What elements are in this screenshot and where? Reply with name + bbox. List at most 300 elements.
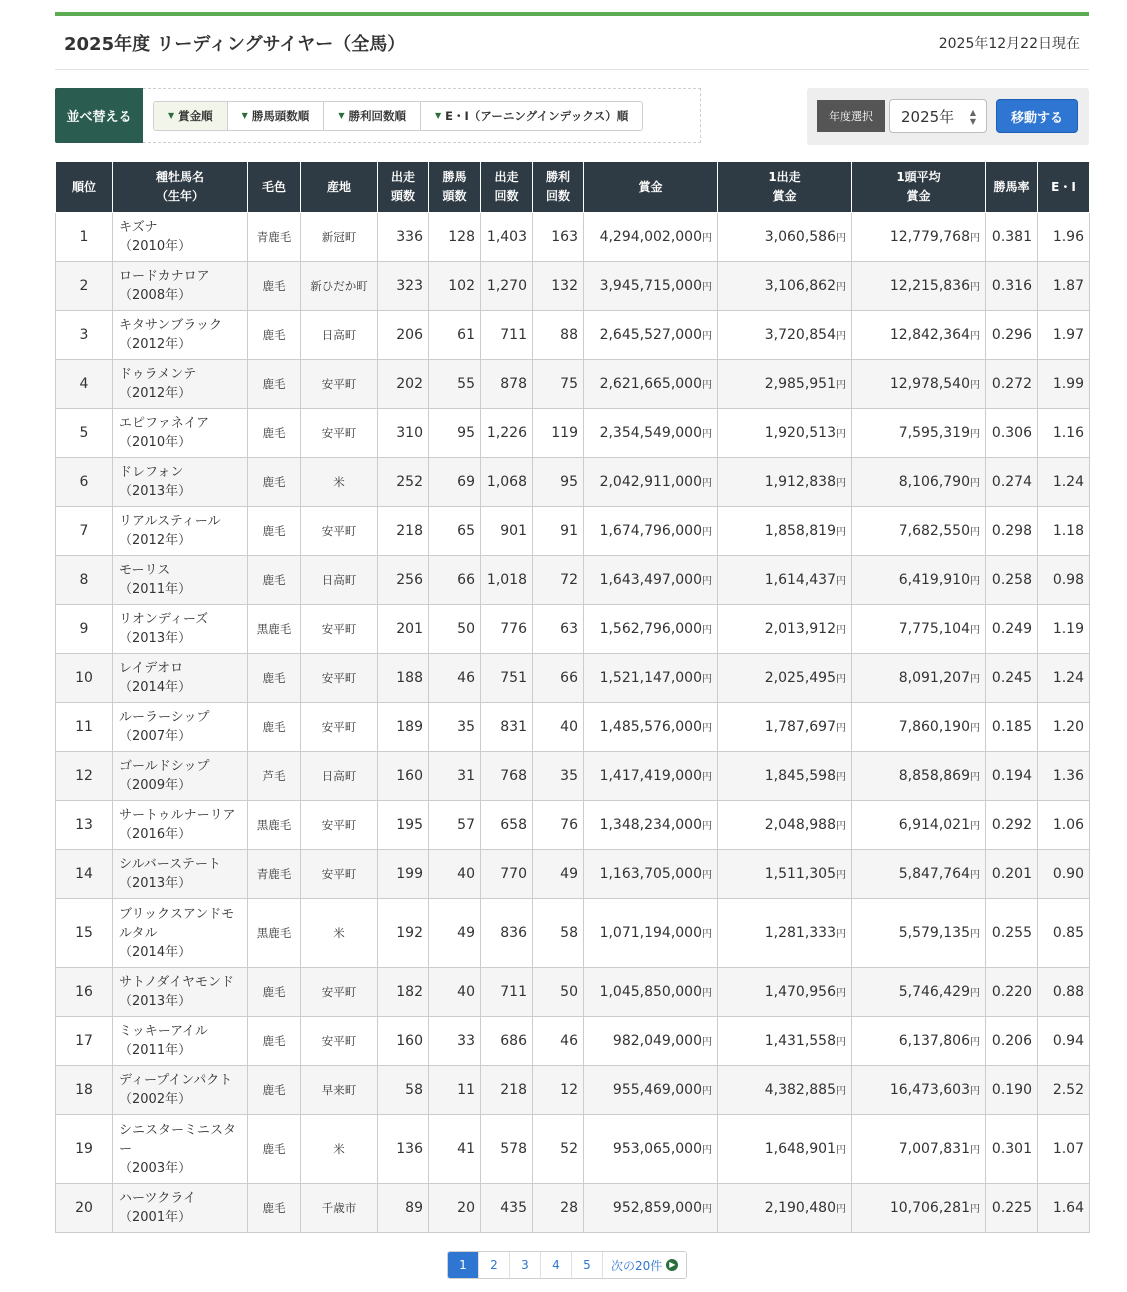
starts-cell: 1,270 <box>481 262 533 311</box>
page-1-link[interactable]: 1 <box>448 1252 479 1278</box>
starters-cell: 160 <box>378 752 429 801</box>
coat-color-cell: 鹿毛 <box>248 1184 301 1233</box>
sire-name: ドゥラメンテ <box>119 367 197 382</box>
amount: 3,720,854 <box>764 327 836 343</box>
amount: 7,860,190 <box>898 719 970 735</box>
amount: 8,858,869 <box>898 768 970 784</box>
origin-cell: 日高町 <box>301 752 378 801</box>
wins-cell: 88 <box>533 311 584 360</box>
sire-name: シルバーステート <box>119 857 221 872</box>
amount: 1,674,796,000 <box>599 523 702 539</box>
sire-name-cell <box>113 968 248 1017</box>
amount: 5,579,135 <box>898 925 970 941</box>
column-header: 賞金 <box>584 162 718 213</box>
amount: 7,682,550 <box>898 523 970 539</box>
yen-unit: 円 <box>836 870 846 881</box>
prize-cell <box>584 556 718 605</box>
sort-option-3[interactable] <box>324 102 421 130</box>
per-head-cell <box>852 262 986 311</box>
table-row <box>56 1017 1090 1066</box>
table-row <box>56 311 1090 360</box>
yen-unit: 円 <box>970 1086 980 1097</box>
yen-unit: 円 <box>702 723 712 734</box>
yen-unit: 円 <box>836 576 846 587</box>
yen-unit: 円 <box>970 282 980 293</box>
coat-color-cell: 鹿毛 <box>248 409 301 458</box>
yen-unit: 円 <box>702 233 712 244</box>
winners-cell: 31 <box>429 752 481 801</box>
amount: 1,643,497,000 <box>599 572 702 588</box>
amount: 4,382,885 <box>764 1082 836 1098</box>
column-header: 勝馬率 <box>986 162 1038 213</box>
coat-color-cell: 鹿毛 <box>248 458 301 507</box>
per-start-cell <box>718 899 852 968</box>
amount: 1,614,437 <box>764 572 836 588</box>
yen-unit: 円 <box>836 1037 846 1048</box>
yen-unit: 円 <box>970 821 980 832</box>
per-head-cell <box>852 213 986 262</box>
per-head-cell <box>852 458 986 507</box>
origin-cell: 安平町 <box>301 968 378 1017</box>
earning-index-cell: 1.19 <box>1038 605 1090 654</box>
earning-index-cell: 1.06 <box>1038 801 1090 850</box>
amount: 1,470,956 <box>764 984 836 1000</box>
winners-cell: 69 <box>429 458 481 507</box>
winners-cell: 11 <box>429 1066 481 1115</box>
starts-cell: 218 <box>481 1066 533 1115</box>
per-head-cell <box>852 752 986 801</box>
select-arrows-icon: ▲ ▼ <box>969 108 976 126</box>
starters-cell: 182 <box>378 968 429 1017</box>
per-head-cell <box>852 1017 986 1066</box>
rank-cell: 7 <box>56 507 113 556</box>
sire-birth-year: （2013年） <box>119 876 192 891</box>
sire-name-cell <box>113 507 248 556</box>
earning-index-cell: 0.98 <box>1038 556 1090 605</box>
page-3-link[interactable]: 3 <box>510 1252 541 1278</box>
sort-option-label: 勝馬頭数順 <box>251 108 310 123</box>
earning-index-cell: 0.90 <box>1038 850 1090 899</box>
coat-color-cell: 黒鹿毛 <box>248 801 301 850</box>
coat-color-cell: 鹿毛 <box>248 1115 301 1184</box>
amount: 2,190,480 <box>764 1200 836 1216</box>
amount: 7,007,831 <box>898 1141 970 1157</box>
as-of-date: 2025年12月22日現在 <box>938 35 1080 52</box>
win-rate-cell: 0.292 <box>986 801 1038 850</box>
origin-cell: 米 <box>301 899 378 968</box>
origin-cell: 安平町 <box>301 605 378 654</box>
win-rate-cell: 0.298 <box>986 507 1038 556</box>
coat-color-cell: 鹿毛 <box>248 507 301 556</box>
yen-unit: 円 <box>702 821 712 832</box>
move-button[interactable]: 移動する <box>996 99 1078 133</box>
wins-cell: 12 <box>533 1066 584 1115</box>
amount: 10,706,281 <box>889 1200 970 1216</box>
sire-name: ブリックスアンドモルタル <box>119 906 235 941</box>
yen-unit: 円 <box>702 1037 712 1048</box>
prize-cell <box>584 654 718 703</box>
per-start-cell <box>718 968 852 1017</box>
earning-index-cell: 0.94 <box>1038 1017 1090 1066</box>
starts-cell: 901 <box>481 507 533 556</box>
sire-birth-year: （2013年） <box>119 631 192 646</box>
yen-unit: 円 <box>702 772 712 783</box>
sire-birth-year: （2014年） <box>119 944 192 960</box>
page-5-link[interactable]: 5 <box>572 1252 603 1278</box>
yen-unit: 円 <box>970 772 980 783</box>
prize-cell <box>584 458 718 507</box>
win-rate-cell: 0.201 <box>986 850 1038 899</box>
per-start-cell <box>718 1184 852 1233</box>
year-select[interactable] <box>889 99 987 133</box>
winners-cell: 33 <box>429 1017 481 1066</box>
caret-down-icon: ▼ <box>434 111 442 120</box>
sire-name: モーリス <box>119 563 171 578</box>
yen-unit: 円 <box>836 233 846 244</box>
wins-cell: 132 <box>533 262 584 311</box>
sire-birth-year: （2011年） <box>119 582 192 597</box>
rank-cell: 14 <box>56 850 113 899</box>
yen-unit: 円 <box>970 380 980 391</box>
starters-cell: 201 <box>378 605 429 654</box>
winners-cell: 128 <box>429 213 481 262</box>
yen-unit: 円 <box>702 1145 712 1156</box>
sire-name-cell <box>113 262 248 311</box>
yen-unit: 円 <box>702 929 712 940</box>
sire-name: ルーラーシップ <box>119 710 210 725</box>
prize-cell <box>584 213 718 262</box>
origin-cell: 日高町 <box>301 311 378 360</box>
yen-unit: 円 <box>836 821 846 832</box>
amount: 8,106,790 <box>898 474 970 490</box>
amount: 1,912,838 <box>764 474 836 490</box>
amount: 12,215,836 <box>889 278 970 294</box>
yen-unit: 円 <box>702 527 712 538</box>
sire-birth-year: （2012年） <box>119 386 192 401</box>
starters-cell: 136 <box>378 1115 429 1184</box>
wins-cell: 163 <box>533 213 584 262</box>
sire-name-cell <box>113 409 248 458</box>
yen-unit: 円 <box>836 429 846 440</box>
next-page-label: 次の20件 <box>611 1258 663 1273</box>
wins-cell: 50 <box>533 968 584 1017</box>
sire-name-cell <box>113 458 248 507</box>
prize-cell <box>584 968 718 1017</box>
win-rate-cell: 0.272 <box>986 360 1038 409</box>
win-rate-cell: 0.316 <box>986 262 1038 311</box>
per-start-cell <box>718 703 852 752</box>
per-head-cell <box>852 556 986 605</box>
sire-birth-year: （2012年） <box>119 337 192 352</box>
starts-cell: 1,018 <box>481 556 533 605</box>
amount: 1,071,194,000 <box>599 925 702 941</box>
yen-unit: 円 <box>970 723 980 734</box>
yen-unit: 円 <box>836 929 846 940</box>
prize-cell <box>584 850 718 899</box>
prize-cell <box>584 311 718 360</box>
yen-unit: 円 <box>970 1204 980 1215</box>
prize-cell <box>584 801 718 850</box>
rank-cell: 11 <box>56 703 113 752</box>
coat-color-cell: 鹿毛 <box>248 654 301 703</box>
winners-cell: 66 <box>429 556 481 605</box>
column-header: 出走 頭数 <box>378 162 429 213</box>
sire-name-cell <box>113 801 248 850</box>
starters-cell: 252 <box>378 458 429 507</box>
amount: 1,431,558 <box>764 1033 836 1049</box>
amount: 7,595,319 <box>898 425 970 441</box>
column-header: E・I <box>1038 162 1090 213</box>
year-select-value: 2025年 <box>901 107 955 126</box>
yen-unit: 円 <box>702 988 712 999</box>
earning-index-cell: 0.88 <box>1038 968 1090 1017</box>
prize-cell <box>584 899 718 968</box>
origin-cell: 新ひだか町 <box>301 262 378 311</box>
yen-unit: 円 <box>702 576 712 587</box>
yen-unit: 円 <box>836 723 846 734</box>
sire-name-cell <box>113 752 248 801</box>
sire-birth-year: （2009年） <box>119 778 192 793</box>
sire-name-cell <box>113 850 248 899</box>
yen-unit: 円 <box>970 576 980 587</box>
starts-cell: 711 <box>481 968 533 1017</box>
sire-name: ドレフォン <box>119 465 184 480</box>
per-start-cell <box>718 213 852 262</box>
origin-cell: 安平町 <box>301 409 378 458</box>
rank-cell: 6 <box>56 458 113 507</box>
per-head-cell <box>852 360 986 409</box>
winners-cell: 46 <box>429 654 481 703</box>
amount: 1,348,234,000 <box>599 817 702 833</box>
earning-index-cell: 1.18 <box>1038 507 1090 556</box>
next-page-link[interactable] <box>603 1252 686 1278</box>
sort-option-label: 勝利回数順 <box>348 108 406 123</box>
prize-cell <box>584 409 718 458</box>
sire-name: ロードカナロア <box>119 269 210 284</box>
per-head-cell <box>852 409 986 458</box>
per-start-cell <box>718 556 852 605</box>
yen-unit: 円 <box>970 527 980 538</box>
amount: 12,978,540 <box>889 376 970 392</box>
yen-unit: 円 <box>970 870 980 881</box>
yen-unit: 円 <box>702 674 712 685</box>
earning-index-cell: 2.52 <box>1038 1066 1090 1115</box>
pagination <box>447 1251 687 1279</box>
starts-cell: 831 <box>481 703 533 752</box>
sire-name-cell <box>113 1066 248 1115</box>
table-row <box>56 213 1090 262</box>
origin-cell: 米 <box>301 1115 378 1184</box>
starts-cell: 770 <box>481 850 533 899</box>
table-row <box>56 262 1090 311</box>
rank-cell: 3 <box>56 311 113 360</box>
sire-birth-year: （2008年） <box>119 288 192 303</box>
coat-color-cell: 鹿毛 <box>248 1066 301 1115</box>
yen-unit: 円 <box>970 1145 980 1156</box>
caret-down-icon: ▼ <box>168 111 175 120</box>
starters-cell: 189 <box>378 703 429 752</box>
wins-cell: 75 <box>533 360 584 409</box>
table-row <box>56 899 1090 968</box>
winners-cell: 102 <box>429 262 481 311</box>
origin-cell: 米 <box>301 458 378 507</box>
prize-cell <box>584 1017 718 1066</box>
origin-cell: 千歳市 <box>301 1184 378 1233</box>
starts-cell: 711 <box>481 311 533 360</box>
wins-cell: 91 <box>533 507 584 556</box>
starters-cell: 199 <box>378 850 429 899</box>
sire-name-cell <box>113 703 248 752</box>
sire-name: サートゥルナーリア <box>119 808 236 823</box>
sire-birth-year: （2010年） <box>119 435 192 450</box>
column-header: 出走 回数 <box>481 162 533 213</box>
sort-option-1[interactable] <box>154 102 228 130</box>
amount: 955,469,000 <box>612 1082 702 1098</box>
win-rate-cell: 0.255 <box>986 899 1038 968</box>
prize-cell <box>584 752 718 801</box>
sire-birth-year: （2014年） <box>119 680 192 695</box>
amount: 982,049,000 <box>612 1033 702 1049</box>
starts-cell: 836 <box>481 899 533 968</box>
amount: 1,858,819 <box>764 523 836 539</box>
win-rate-cell: 0.258 <box>986 556 1038 605</box>
yen-unit: 円 <box>970 1037 980 1048</box>
starters-cell: 160 <box>378 1017 429 1066</box>
per-head-cell <box>852 1066 986 1115</box>
sort-option-4[interactable] <box>421 102 642 130</box>
amount: 12,842,364 <box>889 327 970 343</box>
yen-unit: 円 <box>970 674 980 685</box>
per-start-cell <box>718 1017 852 1066</box>
table-row <box>56 968 1090 1017</box>
title-row <box>55 16 1089 70</box>
yen-unit: 円 <box>836 380 846 391</box>
per-head-cell <box>852 654 986 703</box>
origin-cell: 安平町 <box>301 801 378 850</box>
sort-option-2[interactable] <box>228 102 325 130</box>
column-header: 種牡馬名 （生年） <box>113 162 248 213</box>
earning-index-cell: 1.36 <box>1038 752 1090 801</box>
sort-label: 並べ替える <box>55 88 143 143</box>
starters-cell: 192 <box>378 899 429 968</box>
column-header: 勝馬 頭数 <box>429 162 481 213</box>
amount: 2,645,527,000 <box>599 327 702 343</box>
amount: 1,163,705,000 <box>599 866 702 882</box>
per-start-cell <box>718 654 852 703</box>
rank-cell: 19 <box>56 1115 113 1184</box>
rank-cell: 2 <box>56 262 113 311</box>
starters-cell: 195 <box>378 801 429 850</box>
coat-color-cell: 鹿毛 <box>248 311 301 360</box>
sire-name: リアルスティール <box>119 514 221 529</box>
wins-cell: 40 <box>533 703 584 752</box>
per-start-cell <box>718 262 852 311</box>
yen-unit: 円 <box>702 429 712 440</box>
starts-cell: 686 <box>481 1017 533 1066</box>
amount: 2,621,665,000 <box>599 376 702 392</box>
winners-cell: 20 <box>429 1184 481 1233</box>
per-start-cell <box>718 605 852 654</box>
starts-cell: 878 <box>481 360 533 409</box>
controls <box>55 70 1089 160</box>
winners-cell: 41 <box>429 1115 481 1184</box>
year-select-label: 年度選択 <box>817 100 885 132</box>
amount: 4,294,002,000 <box>599 229 702 245</box>
table-row <box>56 752 1090 801</box>
starts-cell: 768 <box>481 752 533 801</box>
rank-cell: 9 <box>56 605 113 654</box>
sort-option-label: 賞金順 <box>178 108 213 123</box>
prize-cell <box>584 703 718 752</box>
origin-cell: 安平町 <box>301 1017 378 1066</box>
rank-cell: 13 <box>56 801 113 850</box>
amount: 1,511,305 <box>764 866 836 882</box>
page-4-link[interactable]: 4 <box>541 1252 572 1278</box>
yen-unit: 円 <box>702 1204 712 1215</box>
amount: 2,013,912 <box>764 621 836 637</box>
sire-name: キズナ <box>119 220 158 235</box>
origin-cell: 安平町 <box>301 507 378 556</box>
yen-unit: 円 <box>836 772 846 783</box>
wins-cell: 49 <box>533 850 584 899</box>
starters-cell: 256 <box>378 556 429 605</box>
yen-unit: 円 <box>836 1086 846 1097</box>
sire-birth-year: （2016年） <box>119 827 192 842</box>
coat-color-cell: 青鹿毛 <box>248 213 301 262</box>
wins-cell: 28 <box>533 1184 584 1233</box>
amount: 2,042,911,000 <box>599 474 702 490</box>
starts-cell: 776 <box>481 605 533 654</box>
amount: 1,417,419,000 <box>599 768 702 784</box>
table-body <box>56 213 1090 1233</box>
caret-down-icon: ▼ <box>338 111 345 120</box>
sort-options-box <box>143 88 701 143</box>
starters-cell: 323 <box>378 262 429 311</box>
win-rate-cell: 0.381 <box>986 213 1038 262</box>
amount: 2,025,495 <box>764 670 836 686</box>
origin-cell: 安平町 <box>301 703 378 752</box>
amount: 6,419,910 <box>898 572 970 588</box>
winners-cell: 95 <box>429 409 481 458</box>
starts-cell: 658 <box>481 801 533 850</box>
yen-unit: 円 <box>970 929 980 940</box>
per-head-cell <box>852 605 986 654</box>
amount: 1,281,333 <box>764 925 836 941</box>
yen-unit: 円 <box>970 478 980 489</box>
sort-option-label: E・I（アーニングインデックス）順 <box>445 108 629 123</box>
page-2-link[interactable]: 2 <box>479 1252 510 1278</box>
page-title: 2025年度 リーディングサイヤー（全馬） <box>64 33 406 55</box>
table-row <box>56 458 1090 507</box>
rank-cell: 8 <box>56 556 113 605</box>
starts-cell: 1,403 <box>481 213 533 262</box>
winners-cell: 49 <box>429 899 481 968</box>
amount: 1,845,598 <box>764 768 836 784</box>
amount: 16,473,603 <box>889 1082 970 1098</box>
win-rate-cell: 0.274 <box>986 458 1038 507</box>
winners-cell: 65 <box>429 507 481 556</box>
rank-cell: 20 <box>56 1184 113 1233</box>
rank-cell: 5 <box>56 409 113 458</box>
sire-name-cell <box>113 311 248 360</box>
prize-cell <box>584 360 718 409</box>
amount: 5,847,764 <box>898 866 970 882</box>
starts-cell: 751 <box>481 654 533 703</box>
per-head-cell <box>852 311 986 360</box>
coat-color-cell: 鹿毛 <box>248 1017 301 1066</box>
rank-cell: 17 <box>56 1017 113 1066</box>
sire-birth-year: （2007年） <box>119 729 192 744</box>
